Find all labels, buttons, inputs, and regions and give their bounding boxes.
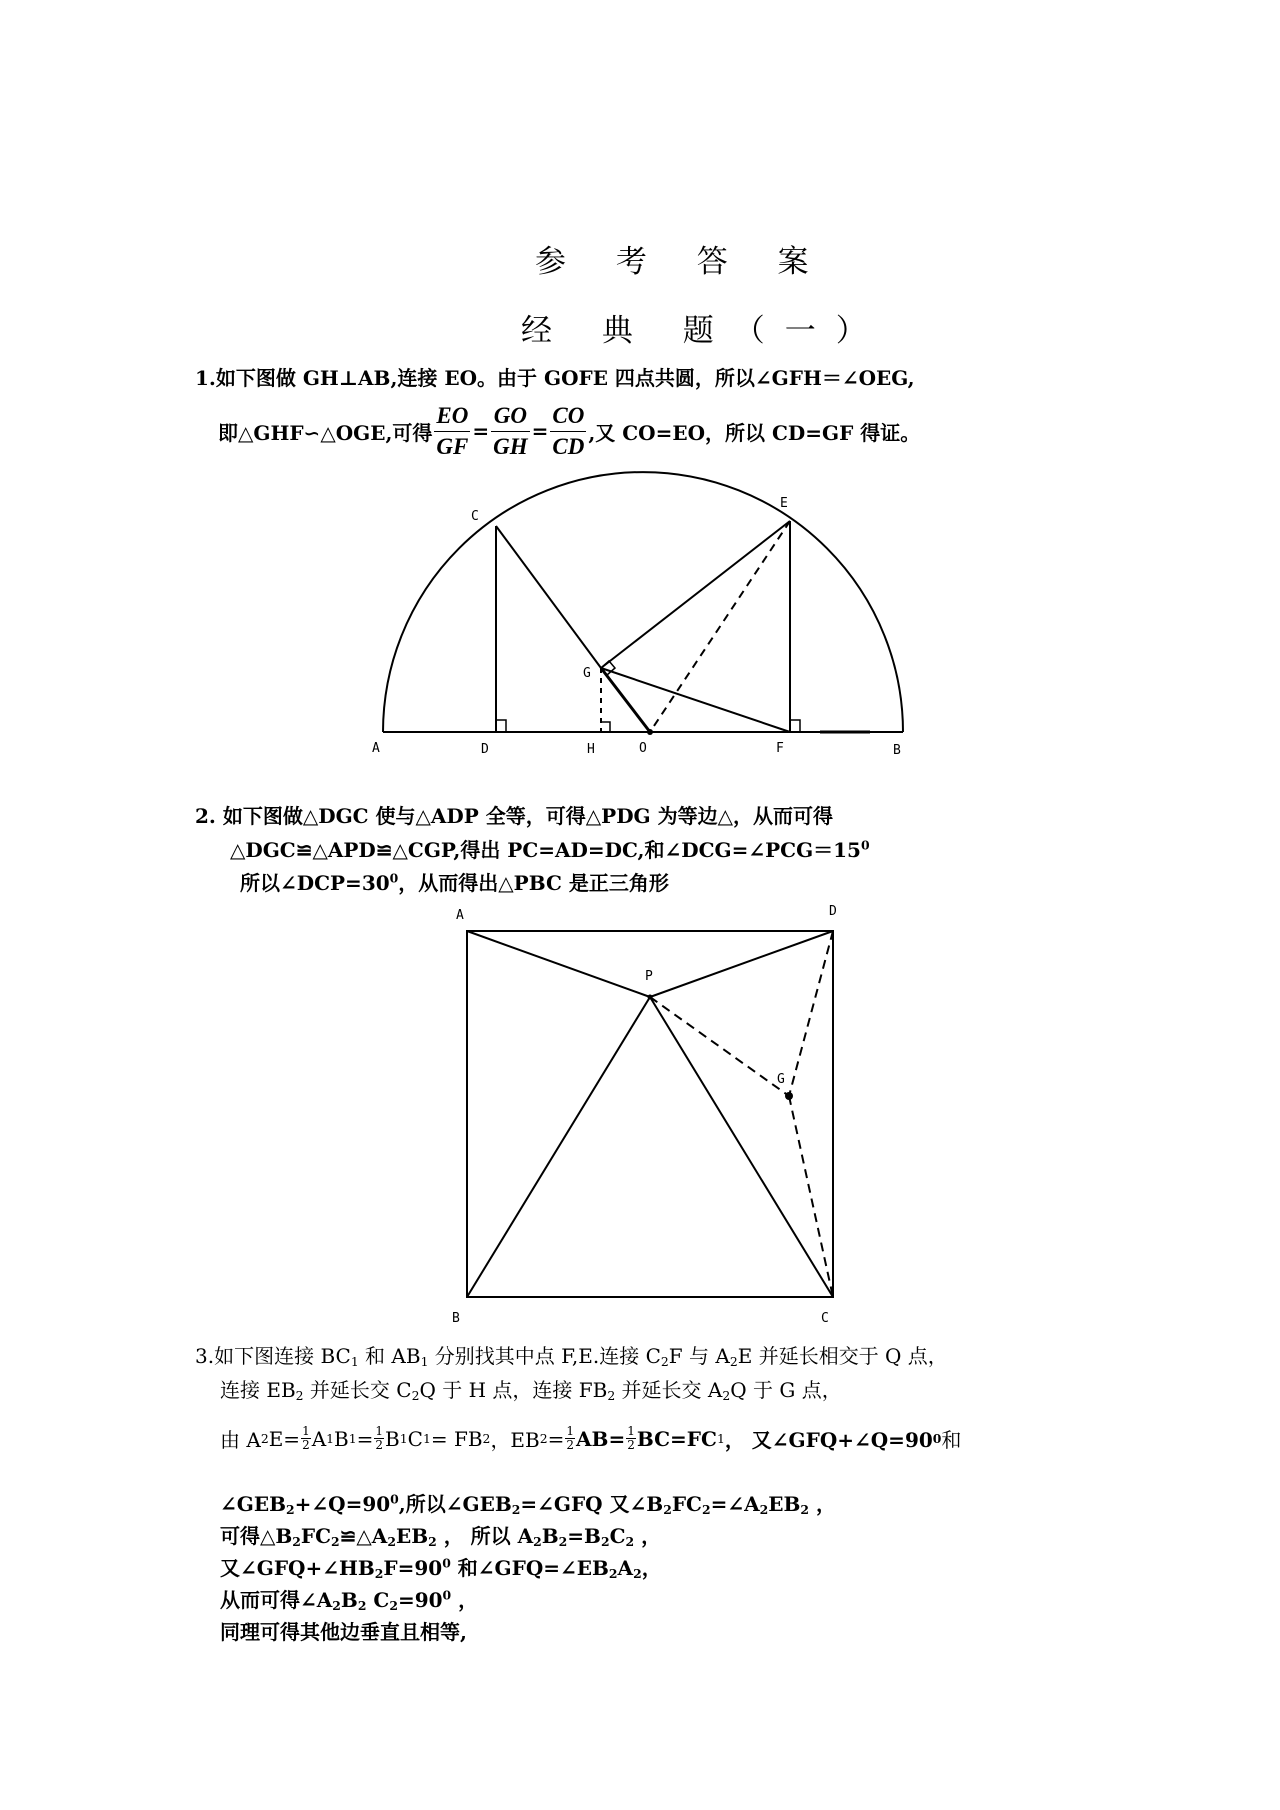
page-title: 参 考 答 案 (535, 244, 829, 280)
segment-pg-dashed (650, 997, 789, 1096)
label-h: H (587, 742, 595, 757)
label-e: E (780, 496, 788, 511)
point-g (785, 1092, 793, 1100)
segment-dp (650, 931, 833, 997)
fraction-eo-gf: $\frac{EO}{GF}$ (436, 402, 469, 459)
p3-line7: 从而可得$\angle A_2B_2$ $C_2=90^0$ ， (220, 1587, 479, 1614)
label-d: D (481, 742, 489, 757)
label-c: C (821, 1311, 829, 1326)
label-d: D (829, 904, 837, 919)
segment-ap (467, 931, 650, 997)
p1-line1: 1.如下图做 GH⊥AB,连接 EO。由于 GOFE 四点共圆，所以∠GFH＝∠OEG, (195, 366, 915, 390)
fraction-co-cd: $\frac{CO}{CD}$ (552, 402, 585, 459)
p3-line4: $\angle GEB_2+\angle Q=90^0$,所以$\angle GEB_2=\angle GFQ$ 又$\angle B_2FC_2=\angle A_2EB_2$ ， (220, 1491, 836, 1518)
label-a: A (372, 741, 380, 756)
fraction-one-half: $\frac{1}{2}$ (302, 1424, 310, 1452)
p3-line2: 连接 $EB_2$ 并延长交 $C_2Q$ 于 H 点，连接 $FB_2$ 并延长交 $A_2Q$ 于 G 点， (220, 1378, 842, 1404)
label-f: F (776, 741, 784, 756)
label-b: B (893, 743, 901, 758)
fraction-go-gh: $\frac{GO}{GH}$ (493, 402, 528, 459)
square-abcd (467, 931, 833, 1297)
p2-line3: 所以$\angle DCP=30^0$，从而得出△PBC 是正三角形 (240, 870, 669, 895)
label-p: P (645, 969, 653, 984)
segment-gc-dashed (789, 1096, 833, 1297)
segment-bp (467, 997, 650, 1297)
p3-line5: 可得$\triangle B_2FC_2≌\triangle A_2EB_2$ ， 所以 $A_2B_2=B_2C_2$ ， (220, 1524, 662, 1550)
p1-line2-pre: 即△GHF∽△OGE,可得 (218, 420, 433, 445)
p3-line1: 3.如下图连接 $BC_1$ 和 $AB_1$ 分别找其中点 F,E.连接 $C_2F$ 与 $A_2E$ 并延长相交于 Q 点， (195, 1344, 948, 1370)
p3-line8: 同理可得其他边垂直且相等, (220, 1620, 467, 1644)
label-o: O (639, 741, 647, 756)
p1-line2-post: ,又 CO=EO，所以 CD=GF 得证。 (588, 420, 921, 445)
fraction-one-half: $\frac{1}{2}$ (375, 1424, 384, 1452)
p2-line1: 2. 如下图做△DGC 使与△ADP 全等，可得△PDG 为等边△，从而可得 (195, 804, 833, 828)
p2-line2: △DGC≌△APD≌△CGP,得出 PC=AD=DC,和$\angle DCG=\angle PCG=15^0$ (230, 837, 870, 862)
fraction-one-half: $\frac{1}{2}$ (627, 1424, 635, 1452)
equals-sign: = (531, 419, 549, 443)
label-g: G (583, 666, 591, 681)
label-a: A (456, 908, 464, 923)
equals-sign: = (472, 419, 490, 443)
fraction-one-half: $\frac{1}{2}$ (566, 1424, 575, 1452)
page-subtitle: 经 典 题（一） (521, 313, 887, 349)
label-c: C (471, 509, 479, 524)
p3-line3: 由 A 2 E= $\frac{1}{2}$ A 1 B 1 = $\frac{1}{2}$ B 1 C 1 = FB 2 ，EB 2 = $\frac{1}{2}$ AB= $\frac{1}{2}$ BC=FC 1 ， 又∠GFQ+∠Q=90 0 和 (220, 1424, 962, 1452)
point-p (648, 995, 653, 1000)
label-g: G (777, 1072, 785, 1087)
p3-line6: 又$\angle GFQ+\angle HB_2F=90^0$ 和$\angle GFQ=\angle EB_2A_2$， (220, 1555, 662, 1582)
segment-cp (650, 997, 833, 1297)
segment-dg-dashed (789, 931, 833, 1096)
label-b: B (452, 1311, 460, 1326)
